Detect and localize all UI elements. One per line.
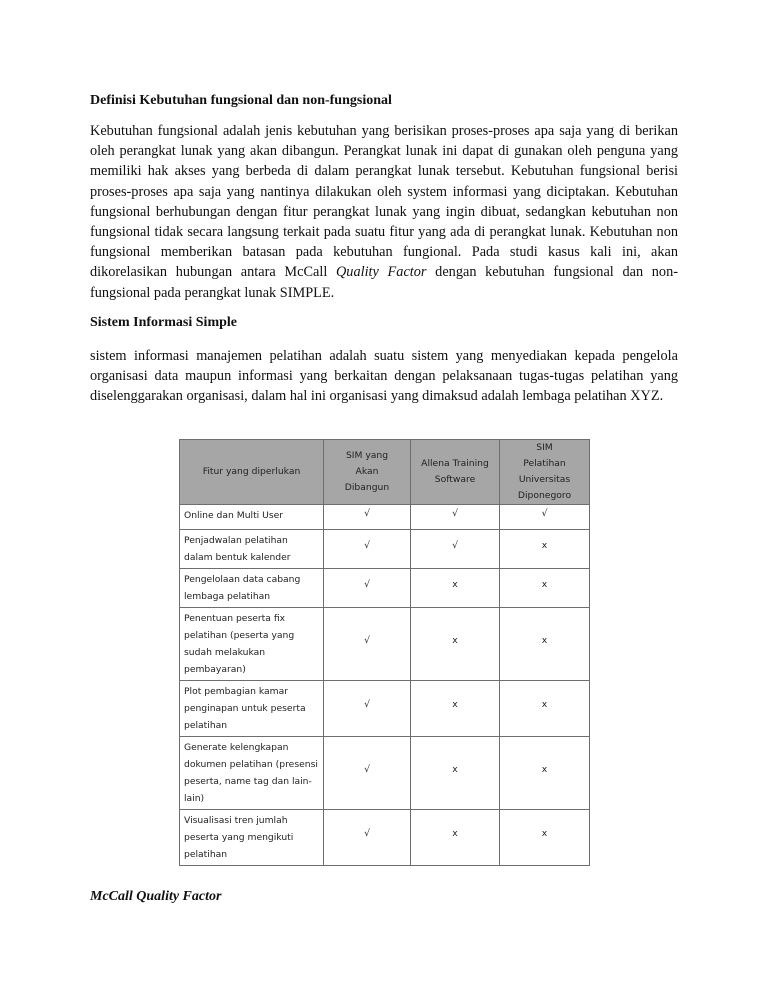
table-row [180, 608, 590, 681]
value-mark: √ [364, 699, 370, 710]
value-mark: √ [364, 539, 370, 551]
value-mark: x [452, 578, 458, 590]
value-mark: √ [452, 539, 458, 551]
value-cell [411, 681, 500, 737]
paragraph-definisi [90, 121, 678, 303]
value-mark: √ [364, 828, 370, 839]
table-row [180, 530, 590, 569]
value-cell [500, 530, 590, 569]
paragraph-sistem-informasi: sistem informasi manajemen pelatihan adalah suatu sistem yang menyediakan kepada pengelola organisasi data maupun informasi yang berkaitan dengan pelaksanaan tugas-tugas pelatihan yang diselenggarakan organisasi, dalam hal ini organisasi yang dimaksud adalah lembaga pelatihan XYZ. [90, 348, 678, 405]
feature-cell: Plot pembagian kamar penginapan untuk peserta pelatihan [180, 681, 324, 737]
value-cell [411, 737, 500, 810]
value-cell [324, 737, 411, 810]
italic-term-quality-factor: Quality Factor [335, 264, 427, 281]
value-cell [500, 737, 590, 810]
value-mark: x [541, 634, 548, 646]
feature-cell: Generate kelengkapan dokumen pelatihan (presensi peserta, name tag dan lain-lain) [180, 737, 324, 810]
table-row [180, 737, 590, 810]
table-row [180, 681, 590, 737]
paragraph-text: Kebutuhan fungsional adalah jenis kebutuhan yang berisikan proses-proses apa saja yang di berikan oleh perangkat lunak yang akan dibangun. Perangkat lunak ini dapat di gunakan oleh penguna yang memiliki hak akses yang berbeda di dalam perangkat lunak tersebut. Kebutuhan fungsional berisi proses-proses apa saja yang nantinya dilakukan oleh system informasi yang diciptakan. Kebutuhan fungsional berhubungan dengan fitur perangkat lunak yang ingin dibuat, sedangkan kebutuhan non fungsional tidak secara langsung terkait pada suatu fitur yang ada di perangkat lunak. Kebutuhan non fungsional memberikan batasan pada kebutuhan fungional. Pada studi kasus kali ini, akan dikorelasikan hubungan antara McCall [90, 123, 678, 281]
value-cell [411, 810, 500, 866]
value-cell [500, 608, 590, 681]
header-sim-undip: SIM Pelatihan Universitas Diponegoro [500, 440, 590, 505]
value-mark: x [541, 578, 548, 590]
table-header-row [180, 440, 590, 505]
table-row [180, 569, 590, 608]
value-cell [324, 681, 411, 737]
value-mark: x [541, 828, 548, 839]
value-mark: x [452, 763, 458, 775]
value-mark: √ [452, 507, 458, 519]
value-cell [324, 569, 411, 608]
value-mark: x [452, 699, 458, 710]
value-mark: √ [364, 578, 370, 590]
value-mark: √ [364, 763, 370, 775]
value-cell [411, 608, 500, 681]
value-cell [324, 608, 411, 681]
table-row [180, 810, 590, 866]
section-heading-sistem-informasi: Sistem Informasi Simple [90, 315, 237, 330]
value-cell [324, 505, 411, 530]
value-cell [324, 530, 411, 569]
value-cell [500, 569, 590, 608]
feature-cell: Pengelolaan data cabang lembaga pelatihan [180, 569, 324, 608]
table-row [180, 505, 590, 530]
value-mark: √ [364, 634, 370, 646]
value-cell [500, 810, 590, 866]
section-heading-mccall: McCall Quality Factor [90, 889, 222, 904]
header-sim-dibangun: SIM yang Akan Dibangun [324, 440, 411, 505]
feature-cell: Penentuan peserta fix pelatihan (peserta yang sudah melakukan pembayaran) [180, 608, 324, 681]
paragraph-text-end: dengan kebutuhan fungsional dan non-fungsional pada perangkat lunak SIMPLE. [90, 264, 678, 301]
feature-cell: Visualisasi tren jumlah peserta yang mengikuti pelatihan [180, 810, 324, 866]
value-mark: √ [364, 507, 370, 519]
value-cell [411, 569, 500, 608]
feature-cell: Online dan Multi User [180, 505, 324, 530]
value-mark: x [541, 699, 548, 710]
section-heading-definisi: Definisi Kebutuhan fungsional dan non-fungsional [90, 93, 392, 108]
feature-cell: Penjadwalan pelatihan dalam bentuk kalender [180, 530, 324, 569]
comparison-table [179, 439, 590, 866]
value-mark: x [541, 763, 548, 775]
value-cell [411, 505, 500, 530]
value-cell [411, 530, 500, 569]
value-mark: x [452, 634, 458, 646]
value-mark: √ [541, 507, 548, 519]
value-cell [500, 681, 590, 737]
value-cell [500, 505, 590, 530]
value-mark: x [452, 828, 458, 839]
header-allena: Allena Training Software [411, 440, 500, 505]
value-cell [324, 810, 411, 866]
value-mark: x [541, 539, 548, 551]
header-fitur: Fitur yang diperlukan [180, 440, 324, 505]
